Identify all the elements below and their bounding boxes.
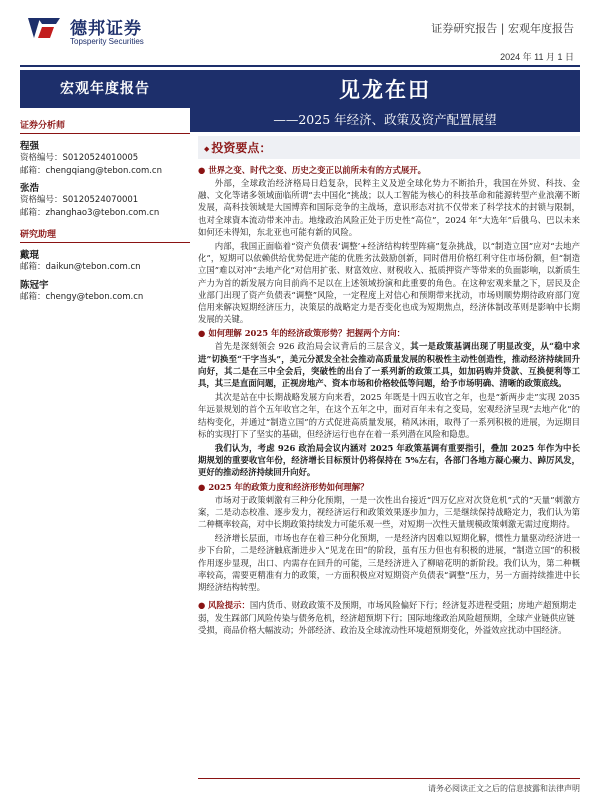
bullet-icon: ● [198, 481, 206, 492]
paragraph: 其次是站在中长期战略发展方向来看，2025 年既是十四五收官之年，也是“新两步走”实现 2035 年远景规划的首个五年收官之年，在这个五年之中，面对百年未有之变局，宏观经济呈现“去地产化”的结构变化，并通过“制造立国”的方式促进高质量发展，稍风沐雨，取得了一系列积极的进展，为远期目标的实现打下了坚实的基础，但经济运行也存在着一系列潜在风险和隐患。 [198, 392, 580, 439]
analyst-entry [20, 138, 190, 177]
assistant-name: 戴琨 [20, 250, 40, 261]
bullet-heading [198, 164, 580, 176]
assistant-section-heading: 研究助理 [20, 227, 190, 243]
paragraph-emphasis: 我们认为，考虑 926 政治局会议内涵对 2025 年政策基调有重要指引，叠加 2025 年作为中长期规划的重要收官年份，经济增长目标预计仍将保持在 5%左右，各部门各地方凝心聚力、踔厉风发，更好的推动经济持续回升向好。 [198, 443, 580, 478]
main-content [198, 136, 580, 636]
analyst-email[interactable]: 邮箱：zhanghao3@tebon.com.cn [20, 207, 160, 218]
brand-name: 德邦证券 [70, 19, 142, 39]
analyst-entry [20, 180, 190, 219]
paragraph-emphasis: 其一是政策基调出现了明显改变，从“稳中求进”切换至“干字当头”，美元分派发全社会推动高质量发展的积极性主动性创造性，推动经济持续回升向好，其二是在三中全会后，突破性的出台了一系列新的政策工具，如加码购并贷款、互换便利等工具，其三是直面问题，正视房地产、资本市场和价格较低等问题，给予市场明确、清晰的政策底线。 [198, 341, 580, 389]
page-title: 见龙在田 [339, 77, 431, 102]
analyst-name: 程强 [20, 141, 40, 152]
bullet-heading [198, 327, 580, 339]
assistant-email[interactable]: 邮箱：daikun@tebon.com.cn [20, 262, 141, 272]
report-category-tag: 宏观年度报告 [20, 70, 190, 108]
footer-divider [198, 778, 580, 779]
assistant-entry [20, 247, 190, 274]
bullet-icon: ● [198, 165, 206, 175]
author-sidebar [20, 118, 190, 303]
report-type: 证券研究报告 | 宏观年度报告 [431, 22, 574, 35]
diamond-icon: ◆ [204, 144, 210, 153]
analyst-cert: 资格编号：S0120524010005 [20, 153, 139, 163]
tebon-logo-icon [26, 14, 62, 42]
spacer [20, 219, 190, 227]
assistant-email[interactable]: 邮箱：chengy@tebon.com.cn [20, 291, 144, 302]
bullet-icon: ● [198, 328, 206, 339]
key-points-label: 投资要点： [211, 141, 272, 155]
assistant-name: 陈冠宇 [20, 279, 49, 291]
bullet-icon: ● [198, 600, 206, 611]
paragraph-lead: 首先是深刻领会 926 政治局会议背后的三层含义， [214, 341, 411, 352]
risk-label: 风险提示： [207, 600, 250, 611]
report-header [0, 0, 600, 70]
paragraph: 经济增长层面，市场也存在着三种分化预期，一是经济内因难以短期化解，惯性力量驱动经济进一步下台阶，二是经济触底渐进步入“见龙在田”的阶段，虽有压力但也有积极的进展，“制造立国”的积极作用逐步显现，出口、内需存在回升的可能，三是经济进入了柳暗花明的新阶段。我们认为，第二种概率较高，需要更精准有力的政策，一方面积极应对短期资产负债表“调整”压力，另一方面持续推进中长期经济结构转型。 [198, 533, 580, 593]
bullet-heading [198, 481, 580, 493]
bullet-text: 如何理解 2025 年的经济政策形势？把握两个方向： [208, 328, 405, 339]
risk-text: 国内货币、财政政策不及预期，市场风险偏好下行；经济复苏进程受阻；房地产超预期走弱，发生踩部门风险传染与债务危机，经济超预期下行；国际地缘政治风险超预期，全球产业链供应链受损，商品价格大幅波动；外部经济、政治及全球流动性环境超预期变化，外溢效应扰动中国经济。 [198, 600, 577, 635]
paragraph: 市场对于政策刺激有三种分化预期，一是一次性出台接近“四万亿应对次贷危机”式的“天量”刺激方案，二是动态校准、逐步发力，视经济运行和政策效果逐步加力，三是继续保持战略定力，我们认为第二种概率较高，对中长期政策持续发力可能乐观一些，对短期一次性天量规模政策刺激无需过度期待。 [198, 494, 580, 530]
paragraph [198, 340, 580, 389]
risk-warning [198, 599, 580, 636]
legal-disclaimer: 请务必阅读正文之后的信息披露和法律声明 [428, 784, 580, 793]
paragraph: 内部，我国正面临着“资产负债表‘调整’+经济结构转型阵痛”复杂挑战，以“制造立国”应对“去地产化”，短期可以依赖供给优势促进产能的优胜劣汰鼓励创新，同时借用价格红利守住市场份额，但“制造立国”难以对冲“去地产化”对信用扩张、财富效应、财税收入、抵质押资产等带来的负面影响，以新质生产力为首的新发展方向目前尚不足以在上述领域扮演和此重要的角色。在这种宏观来量之下，居民及企业部门出现了资产负债表“调整”风险，一定程度上对信心和预期带来扰动，市场则顺势期待政府部门宽信用来解决短期经济压力，决策层的战略定力是否变化也成为短期焦点，经济体制改革则是影响中长期发展的关键。 [198, 241, 580, 325]
analyst-section-heading: 证券分析师 [20, 118, 190, 134]
key-points-heading [198, 136, 580, 159]
report-date: 2024 年 11 月 1 日 [500, 52, 574, 62]
page-subtitle: ——2025 年经济、政策及资产配置展望 [273, 112, 497, 127]
brand-english-name: Topsperity Securities [70, 37, 144, 46]
analyst-cert: 资格编号：S0120524070001 [20, 195, 139, 205]
analyst-name: 张浩 [20, 183, 40, 194]
bullet-text: 世界之变、时代之变、历史之变正以前所未有的方式展开。 [208, 165, 427, 175]
analyst-email[interactable]: 邮箱：chengqiang@tebon.com.cn [20, 165, 162, 176]
title-banner [190, 70, 580, 132]
assistant-entry [20, 277, 190, 304]
header-divider [20, 65, 580, 67]
paragraph [198, 442, 580, 479]
bullet-text: 2025 年的政策力度和经济形势如何理解？ [208, 481, 369, 492]
paragraph: 外部，全球政治经济格局日趋复杂，民粹主义及逆全球化势力不断抬升，我国在外贸、科技、金融、文化等诸多领域面临所谓“去中国化”挑战；以人工智能为核心的科技革命和能源转型产业浪潮不断发展，高科技领域是大国博弈和国际竞争的主战场，意识形态对抗不仅带来了科学技术的封锁与限制，也对全球資本流动带来冲击。地缘政治风险正处于历史性“高位”，2024 年“大选年”后俄乌、巴以未来如何还未得知，东北亚也可能有新的风险。 [198, 178, 580, 237]
